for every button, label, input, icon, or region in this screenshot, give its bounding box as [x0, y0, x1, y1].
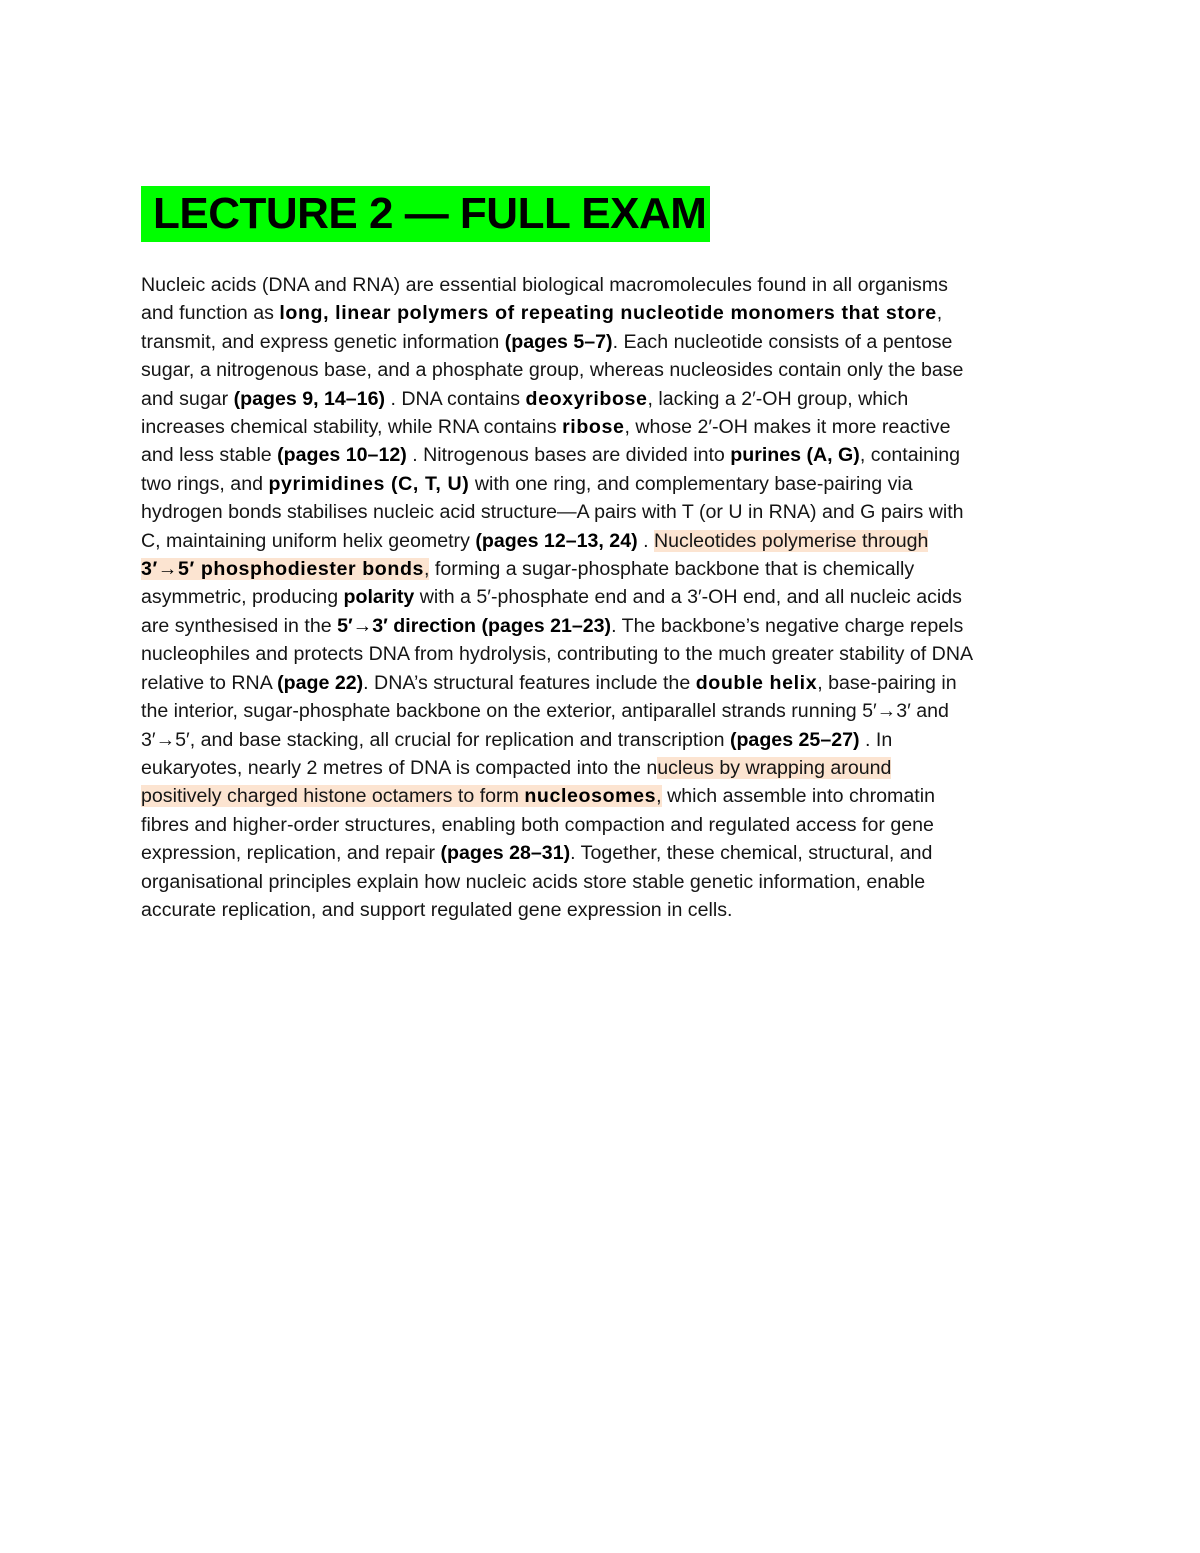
paragraph-line: [141, 441, 1071, 469]
text-run: transmit, and express genetic information: [141, 330, 505, 353]
text-run: , containing: [859, 444, 961, 467]
paragraph-line: [141, 640, 1071, 668]
highlighted-text: positively charged histone octamers to form: [141, 785, 525, 808]
paragraph-line: [141, 726, 1071, 754]
paragraph-line: [141, 896, 1071, 924]
text-run: nucleophiles and protects DNA from hydrolysis, contributing to the much greater stability of DNA: [141, 643, 974, 666]
text-run: , base-pairing in: [817, 671, 957, 694]
text-run: eukaryotes, nearly 2 metres of DNA is compacted into the n: [141, 756, 658, 779]
paragraph-line: [141, 527, 1071, 555]
body-paragraph: [141, 271, 1071, 924]
text-run: accurate replication, and support regulated gene expression in cells.: [141, 898, 733, 921]
bold-text: (pages 25–27): [729, 728, 860, 751]
paragraph-line: [141, 470, 1071, 498]
text-run: and sugar: [141, 387, 234, 410]
paragraph-line: [141, 811, 1071, 839]
text-run: with one ring, and complementary base-pairing via: [469, 472, 913, 495]
paragraph-line: [141, 299, 1071, 327]
paragraph-line: [141, 385, 1071, 413]
text-run: increases chemical stability, while RNA contains: [141, 416, 563, 439]
text-run: C, maintaining uniform helix geometry: [141, 529, 476, 552]
paragraph-line: [141, 328, 1071, 356]
paragraph-line: [141, 782, 1071, 810]
bold-text: pyrimidines (C, T, U): [268, 472, 470, 495]
bold-text: (pages 28–31): [440, 842, 571, 865]
text-run: the interior, sugar-phosphate backbone on the exterior, antiparallel strands running 5′→3′ and: [141, 700, 949, 723]
bold-text: double helix: [695, 671, 818, 694]
text-run: which assemble into chromatin: [661, 785, 935, 808]
text-run: Nucleic acids (DNA and RNA) are essential biological macromolecules found in all organisms: [141, 274, 948, 296]
text-run: asymmetric, producing: [141, 586, 344, 609]
paragraph-line: [141, 356, 1071, 384]
text-run: organisational principles explain how nucleic acids store stable genetic information, enable: [141, 870, 926, 893]
text-run: and less stable: [141, 444, 278, 467]
text-run: . Together, these chemical, structural, and: [570, 842, 933, 865]
text-run: sugar, a nitrogenous base, and a phosphate group, whereas nucleosides contain only the base: [141, 359, 964, 382]
text-run: . Nitrogenous bases are divided into: [406, 444, 731, 467]
highlighted-text: ,: [656, 785, 662, 808]
bold-text: (page 22): [277, 671, 364, 694]
text-run: . The backbone’s negative charge repels: [611, 614, 964, 637]
paragraph-line: [141, 612, 1071, 640]
paragraph-line: [141, 555, 1071, 583]
text-run: .: [637, 529, 654, 552]
page-title: LECTURE 2 — FULL EXAM: [141, 186, 710, 242]
text-run: . DNA contains: [385, 387, 526, 410]
highlighted-text: ,: [424, 558, 430, 581]
paragraph-line: [141, 583, 1071, 611]
text-run: 3′→5′, and base stacking, all crucial for replication and transcription: [141, 728, 730, 751]
text-run: ,: [936, 302, 943, 325]
text-run: . DNA’s structural features include the: [363, 671, 696, 694]
text-run: fibres and higher-order structures, enabling both compaction and regulated access for gene: [141, 813, 934, 836]
paragraph-line: [141, 754, 1071, 782]
paragraph-line: [141, 839, 1071, 867]
bold-text: (pages 12–13, 24): [475, 529, 638, 552]
bold-text: deoxyribose: [525, 387, 648, 410]
text-run: expression, replication, and repair: [141, 842, 441, 865]
bold-text: (pages 9, 14–16): [233, 387, 385, 410]
text-run: are synthesised in the: [141, 614, 338, 637]
bold-text: ribose: [562, 416, 625, 439]
paragraph-line: [141, 697, 1071, 725]
text-run: forming a sugar-phosphate backbone that is chemically: [429, 558, 915, 581]
bold-text: polarity: [343, 586, 415, 609]
text-run: and function as: [141, 302, 280, 325]
highlighted-bold-text: nucleosomes: [524, 785, 657, 808]
text-run: . Each nucleotide consists of a pentose: [612, 330, 953, 353]
highlighted-text: Nucleotides polymerise through: [653, 529, 929, 552]
text-run: relative to RNA: [141, 671, 278, 694]
bold-text: 5′→3′ direction (pages 21–23): [337, 614, 612, 637]
bold-text: (pages 5–7): [504, 330, 613, 353]
bold-text: long, linear polymers of repeating nucleotide monomers that store: [279, 302, 937, 325]
highlighted-text: ucleus by wrapping around: [657, 756, 892, 779]
paragraph-line: [141, 498, 1071, 526]
paragraph-line: [141, 669, 1071, 697]
paragraph-line: [141, 868, 1071, 896]
text-run: two rings, and: [141, 472, 269, 495]
paragraph-line: [141, 271, 1071, 299]
text-run: . In: [859, 728, 893, 751]
bold-text: (pages 10–12): [277, 444, 407, 467]
bold-text: purines (A, G): [730, 444, 860, 467]
text-run: with a 5′-phosphate end and a 3′-OH end, and all nucleic acids: [414, 586, 962, 609]
paragraph-line: [141, 413, 1071, 441]
highlighted-bold-text: 3′→5′ phosphodiester bonds: [141, 558, 425, 581]
text-run: , lacking a 2′-OH group, which: [647, 387, 909, 410]
text-run: hydrogen bonds stabilises nucleic acid structure—A pairs with T (or U in RNA) and G pairs with: [141, 501, 964, 524]
text-run: , whose 2′-OH makes it more reactive: [624, 416, 951, 439]
